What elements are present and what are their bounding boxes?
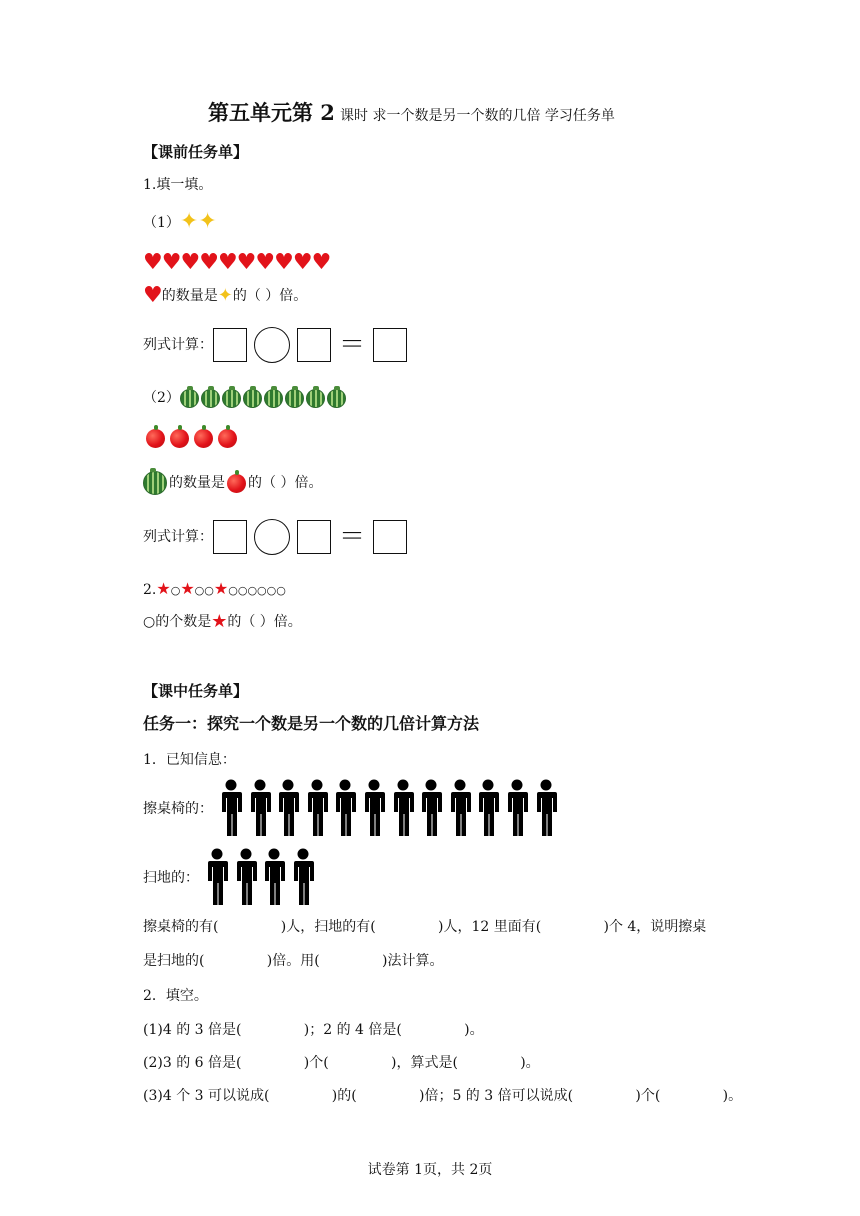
- heart-icon: ♥: [217, 250, 238, 275]
- person-icon: [218, 779, 244, 837]
- person-icon: [390, 779, 416, 837]
- wipe-label: 擦桌椅的：: [143, 801, 213, 817]
- apple-icon: [194, 429, 213, 448]
- sparkle-group: [179, 209, 217, 234]
- red-star-icon: ★: [156, 579, 171, 598]
- part2-row: [143, 386, 348, 410]
- hollow-circle-icon: ○: [266, 584, 277, 597]
- heart-icon: ♥: [274, 250, 294, 275]
- answer-box[interactable]: [213, 328, 247, 362]
- sparkle-icon: ✦: [198, 209, 217, 234]
- melon-icon: [306, 389, 325, 408]
- part2-label: （2）: [143, 390, 180, 406]
- para-line-2: 是扫地的( )倍。用( )法计算。: [143, 953, 444, 969]
- equals-sign: ＝: [339, 522, 366, 552]
- fill-item-3: (3)4 个 3 可以说成( )的( )倍；5 的 3 倍可以说成( )个( )。: [143, 1088, 743, 1104]
- hollow-circle-icon: ○: [276, 584, 286, 597]
- heart-icon: ♥: [255, 250, 276, 275]
- person-icon: [447, 779, 473, 837]
- q2-text-a: ○的个数是: [143, 614, 212, 630]
- wipe-people-group: [218, 779, 561, 837]
- melon-icon: [243, 389, 262, 408]
- fill-item-2: (2)3 的 6 倍是( )个( )，算式是( )。: [143, 1055, 540, 1071]
- task1-title: 任务一：探究一个数是另一个数的几倍计算方法: [143, 714, 480, 733]
- apple-row: [146, 427, 242, 449]
- answer-box[interactable]: [373, 520, 407, 554]
- person-icon: [533, 779, 559, 837]
- heart-icon: ♥: [180, 250, 201, 275]
- person-icon: [233, 848, 259, 906]
- title-sub: 课时 求一个数是另一个数的几倍 学习任务单: [340, 108, 615, 124]
- melon-icon: [201, 389, 220, 408]
- heart-icon: ♥: [161, 250, 182, 275]
- red-star-icon: ★: [213, 579, 229, 598]
- answer-box[interactable]: [373, 328, 407, 362]
- red-star-icon: ★: [211, 611, 228, 632]
- part2-text-b: 的（ ）倍。: [248, 475, 323, 491]
- hollow-circle-icon: ○: [247, 584, 258, 597]
- person-icon: [275, 779, 301, 837]
- heart-icon: ♥: [311, 250, 332, 275]
- pre-task-heading: 【课前任务单】: [143, 143, 249, 161]
- operator-circle[interactable]: [254, 519, 290, 555]
- part1-text-b: 的（ ）倍。: [232, 288, 308, 304]
- part1-row: [143, 210, 217, 236]
- heart-row: [143, 252, 330, 274]
- apple-icon: [170, 429, 189, 448]
- hollow-circle-icon: ○: [228, 584, 238, 597]
- calc-row-2: [143, 519, 407, 555]
- in-class-heading: 【课中任务单】: [143, 682, 249, 700]
- person-icon: [247, 779, 273, 837]
- fill-item-1: (1)4 的 3 倍是( )；2 的 4 倍是( )。: [143, 1022, 484, 1038]
- melon-icon: [180, 389, 199, 408]
- q1-label: 1.填一填。: [143, 177, 213, 193]
- hollow-circle-icon: ○: [257, 584, 267, 597]
- part2-question: [143, 470, 322, 496]
- hollow-circle-icon: ○: [194, 584, 205, 597]
- title-main: 第五单元第 2: [208, 100, 335, 125]
- melon-icon: [222, 389, 241, 408]
- apple-icon: [146, 429, 165, 448]
- q2-row: [143, 580, 286, 600]
- person-icon: [475, 779, 501, 837]
- calc-label: 列式计算：: [143, 529, 213, 545]
- known-label: 1．已知信息：: [143, 752, 236, 768]
- equals-sign: ＝: [339, 330, 366, 360]
- melon-group: [180, 389, 348, 408]
- fill-label: 2．填空。: [143, 988, 208, 1004]
- calc-label: 列式计算：: [143, 337, 213, 353]
- heart-icon: ♥: [143, 283, 163, 308]
- sparkle-icon: ✦: [179, 209, 199, 234]
- sweep-people-group: [204, 848, 318, 906]
- heart-icon: ♥: [199, 250, 219, 275]
- sparkle-icon: ✦: [217, 285, 233, 306]
- part1-text-a: 的数量是: [161, 288, 218, 304]
- para-line-1: 擦桌椅的有( )人，扫地的有( )人，12 里面有( )个 4，说明擦桌: [143, 919, 707, 935]
- person-icon: [261, 848, 287, 906]
- red-star-icon: ★: [180, 579, 195, 598]
- hollow-circle-icon: ○: [170, 584, 181, 597]
- q2-question: [143, 611, 302, 633]
- answer-box[interactable]: [213, 520, 247, 554]
- hollow-circle-icon: ○: [204, 584, 214, 597]
- melon-icon: [327, 389, 346, 408]
- q2-text-b: 的（ ）倍。: [227, 614, 302, 630]
- calc-row-1: [143, 327, 407, 363]
- heart-icon: ♥: [143, 250, 163, 275]
- q2-prefix: 2.: [143, 582, 157, 598]
- hollow-circle-icon: ○: [237, 584, 248, 597]
- person-icon: [304, 779, 330, 837]
- part1-label: （1）: [143, 215, 180, 231]
- page-footer: 试卷第 1页，共 2页: [367, 1162, 493, 1178]
- apple-icon: [218, 429, 237, 448]
- person-icon: [290, 848, 316, 906]
- answer-box[interactable]: [297, 328, 331, 362]
- page-title: [208, 97, 615, 127]
- part1-question: [143, 285, 307, 307]
- melon-icon: [285, 389, 304, 408]
- melon-icon: [264, 389, 283, 408]
- person-icon: [361, 779, 387, 837]
- person-icon: [418, 779, 444, 837]
- person-icon: [204, 848, 230, 906]
- melon-icon: [143, 471, 167, 495]
- heart-icon: ♥: [292, 250, 313, 275]
- operator-circle[interactable]: [254, 327, 290, 363]
- person-icon: [332, 779, 358, 837]
- star-circle-sequence: [156, 579, 286, 601]
- sweep-label: 扫地的：: [143, 870, 199, 886]
- answer-box[interactable]: [297, 520, 331, 554]
- part2-text-a: 的数量是: [169, 475, 225, 491]
- apple-icon: [227, 474, 246, 493]
- heart-icon: ♥: [236, 250, 257, 275]
- person-icon: [504, 779, 530, 837]
